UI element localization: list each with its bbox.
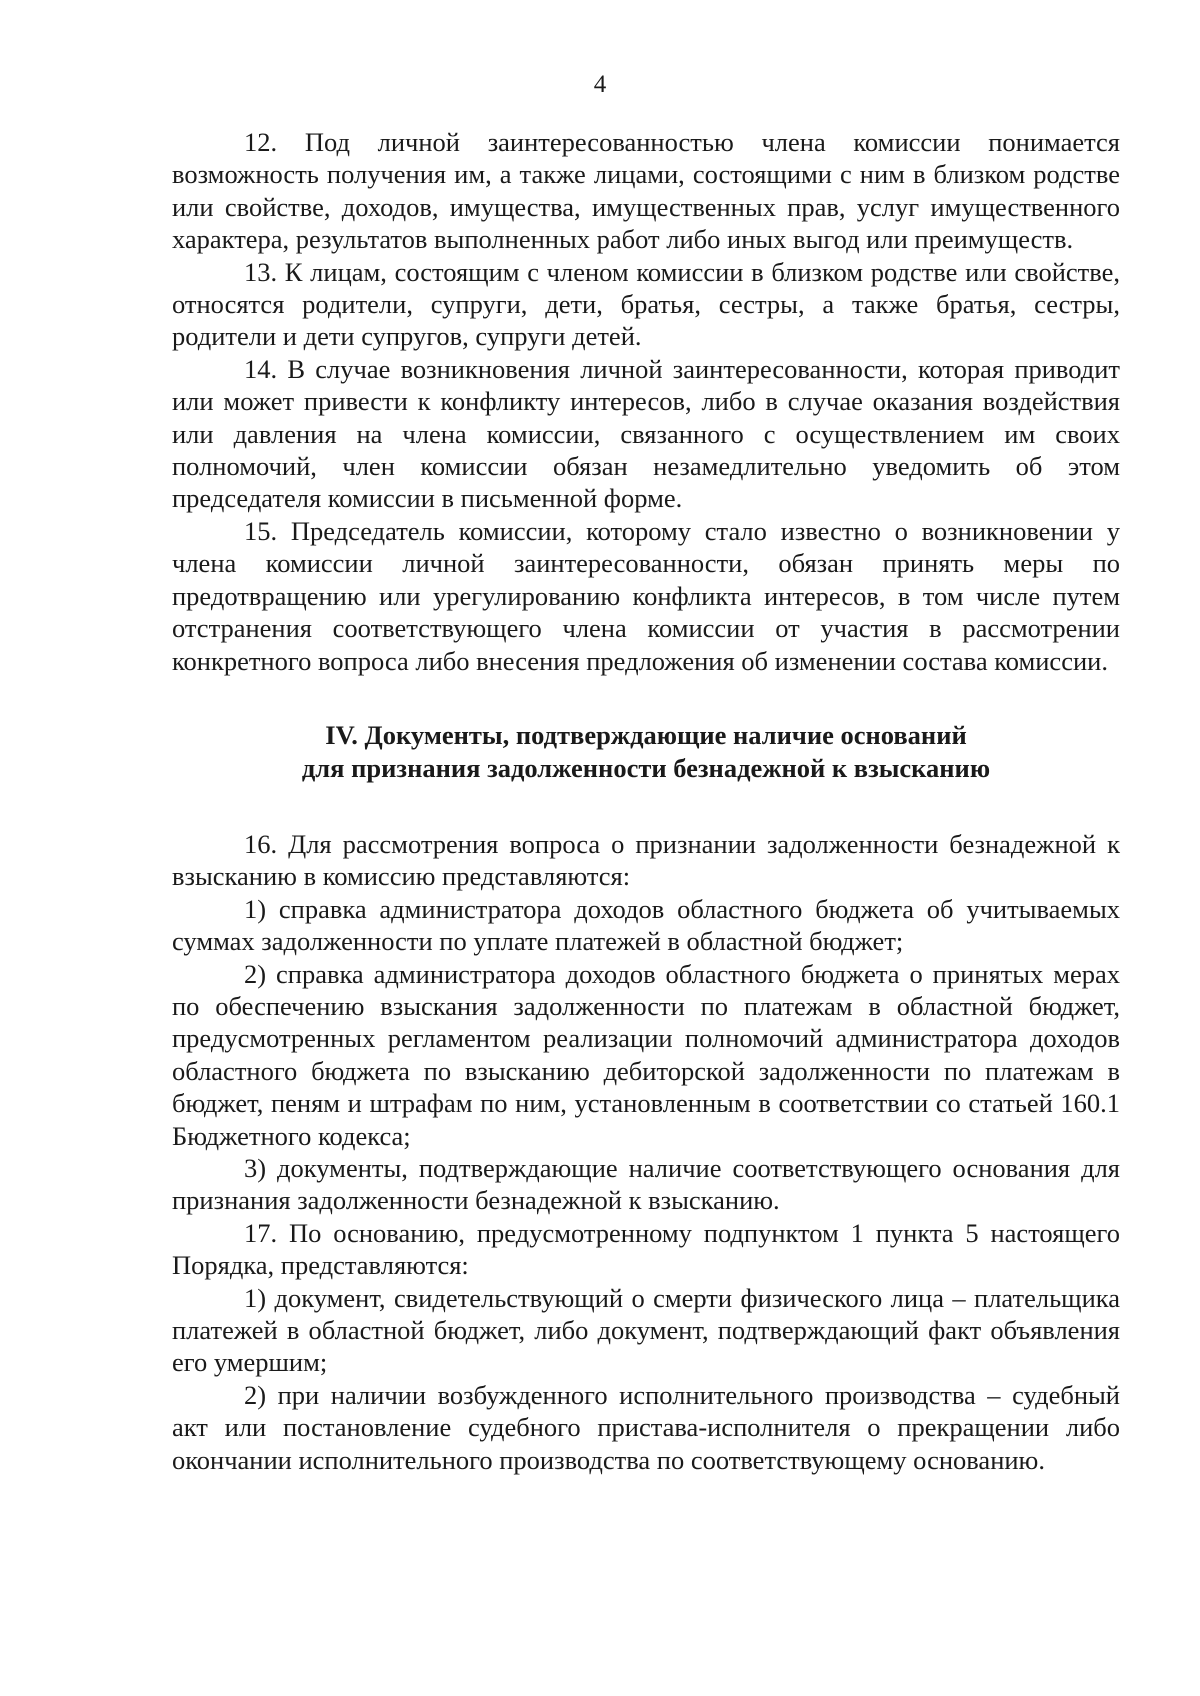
- paragraph-12: 12. Под личной заинтересованностью члена комиссии понимается возможность получения им, а также лицами, состоящими с ним в близком родстве или свойстве, доходов, имущества, имущественных прав, услуг имущественного характера, результатов выполненных работ либо иных выгод или преимуществ.: [172, 127, 1120, 255]
- document-body: [172, 126, 1120, 1476]
- page-number: 4: [593, 71, 607, 98]
- paragraph-16-item-2: 2) справка администратора доходов областного бюджета о принятых мерах по обеспечению взыскания задолженности по платежам в областной бюджет, предусмотренных регламентом реализации полномочий администратора доходов областного бюджета по взысканию дебиторской задолженности по платежам в бюджет, пеням и штрафам по ним, установленным в соответствии со статьей 160.1 Бюджетного кодекса;: [172, 958, 1120, 1151]
- paragraph-17-item-2: 2) при наличии возбужденного исполнительного производства – судебный акт или постановление судебного пристава-исполнителя о прекращении либо окончании исполнительного производства по соответствующему основанию.: [172, 1379, 1120, 1475]
- paragraph-17: 17. По основанию, предусмотренному подпунктом 1 пункта 5 настоящего Порядка, представляются:: [172, 1217, 1120, 1281]
- paragraph-17-item-1: 1) документ, свидетельствующий о смерти физического лица – плательщика платежей в областной бюджет, либо документ, подтверждающий факт объявления его умершим;: [172, 1282, 1120, 1378]
- paragraph-16-item-3: 3) документы, подтверждающие наличие соответствующего основания для признания задолженности безнадежной к взысканию.: [172, 1152, 1120, 1216]
- paragraph-15: 15. Председатель комиссии, которому стало известно о возникновении у члена комиссии личной заинтересованности, обязан принять меры по предотвращению или урегулированию конфликта интересов, в том числе путем отстранения соответствующего члена комиссии от участия в рассмотрении конкретного вопроса либо внесения предложения об изменении состава комиссии.: [172, 515, 1120, 676]
- paragraph-13: 13. К лицам, состоящим с членом комиссии в близком родстве или свойстве, относятся родители, супруги, дети, братья, сестры, а также братья, сестры, родители и дети супругов, супруги детей.: [172, 256, 1120, 352]
- paragraph-14: 14. В случае возникновения личной заинтересованности, которая приводит или может привести к конфликту интересов, либо в случае оказания воздействия или давления на члена комиссии, связанного с осуществлением им своих полномочий, член комиссии обязан незамедлительно уведомить об этом председателя комиссии в письменной форме.: [172, 353, 1120, 514]
- section-heading: [172, 719, 1120, 785]
- section-heading-line-2: для признания задолженности безнадежной к взысканию: [301, 752, 991, 783]
- paragraph-16-item-1: 1) справка администратора доходов областного бюджета об учитываемых суммах задолженности по уплате платежей в областной бюджет;: [172, 893, 1120, 957]
- section-heading-line-1: IV. Документы, подтверждающие наличие оснований: [325, 719, 967, 750]
- paragraph-16: 16. Для рассмотрения вопроса о признании задолженности безнадежной к взысканию в комиссию представляются:: [172, 828, 1120, 892]
